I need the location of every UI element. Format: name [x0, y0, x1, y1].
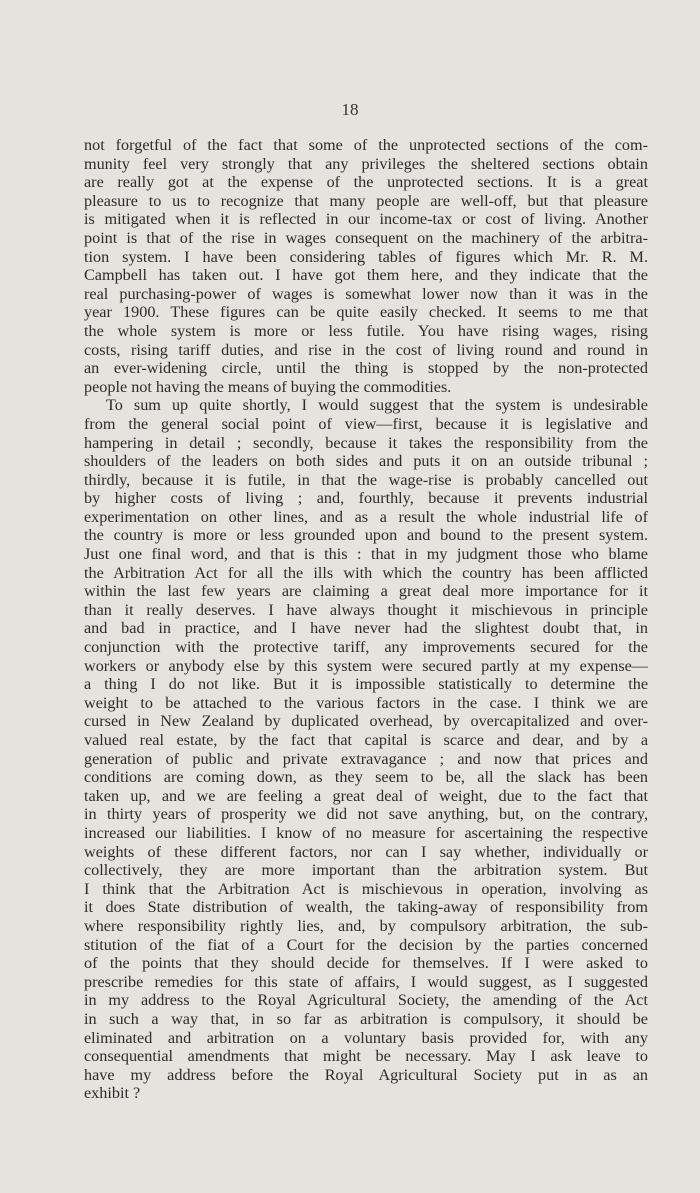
text-line: an ever-widening circle, until the thing is stopped by the non-protected: [84, 359, 648, 378]
text-line: I think that the Arbitration Act is mischievous in operation, involving as: [84, 879, 648, 898]
text-line: year 1900. These figures can be quite easily checked. It seems to me that: [84, 303, 648, 322]
text-line: conjunction with the protective tariff, any improvements secured for the: [84, 638, 648, 657]
page-number: 18: [341, 100, 359, 119]
text-line: the country is more or less grounded upon and bound to the present system.: [84, 526, 648, 545]
text-line: costs, rising tariff duties, and rise in the cost of living round and round in: [84, 340, 648, 359]
text-line: where responsibility rightly lies, and, by compulsory arbitration, the sub-: [84, 916, 648, 935]
text-line: munity feel very strongly that any privileges the sheltered sections obtain: [84, 154, 648, 173]
text-line: point is that of the rise in wages consequent on the machinery of the arbitra-: [84, 228, 648, 247]
text-line: conditions are coming down, as they seem to be, all the slack has been: [84, 768, 648, 787]
text-line: weight to be attached to the various factors in the case. I think we are: [84, 693, 648, 712]
text-line: taken up, and we are feeling a great deal of weight, due to the fact that: [84, 786, 648, 805]
text-line: generation of public and private extravagance ; and now that prices and: [84, 749, 648, 768]
text-line: pleasure to us to recognize that many people are well-off, but that pleasure: [84, 191, 648, 210]
body-text: [84, 136, 648, 1103]
text-line: thirdly, because it is futile, in that the wage-rise is probably cancelled out: [84, 470, 648, 489]
text-line: collectively, they are more important than the arbitration system. But: [84, 861, 648, 880]
text-line: weights of these different factors, nor can I say whether, individually or: [84, 842, 648, 861]
text-line: shoulders of the leaders on both sides and puts it on an outside tribunal ;: [84, 452, 648, 471]
text-line: of the points that they should decide for themselves. If I were asked to: [84, 954, 648, 973]
text-line: not forgetful of the fact that some of the unprotected sections of the com-: [84, 136, 648, 154]
text-line: than it really deserves. I have always thought it mischievous in principle: [84, 600, 648, 619]
text-line: stitution of the fiat of a Court for the decision by the parties concerned: [84, 935, 648, 954]
text-line: by higher costs of living ; and, fourthly, because it prevents industrial: [84, 489, 648, 508]
text-line: and bad in practice, and I have never had the slightest doubt that, in: [84, 619, 648, 638]
text-line: in my address to the Royal Agricultural Society, the amending of the Act: [84, 991, 648, 1010]
text-line: To sum up quite shortly, I would suggest that the system is undesirable: [106, 396, 648, 415]
text-line: from the general social point of view—first, because it is legislative and: [84, 414, 648, 433]
text-line: it does State distribution of wealth, the taking-away of responsibility from: [84, 898, 648, 917]
text-line: Just one final word, and that is this : that in my judgment those who blame: [84, 545, 648, 564]
text-line: workers or anybody else by this system were secured partly at my expense—: [84, 656, 648, 675]
text-line: people not having the means of buying the commodities.: [84, 377, 452, 396]
text-line: exhibit ?: [84, 1084, 141, 1103]
text-line: Campbell has taken out. I have got them here, and they indicate that the: [84, 266, 648, 285]
text-line: tion system. I have been considering tables of figures which Mr. R. M.: [84, 247, 648, 266]
text-line: is mitigated when it is reflected in our income-tax or cost of living. Another: [84, 210, 648, 229]
text-line: the whole system is more or less futile. You have rising wages, rising: [84, 321, 648, 340]
text-line: prescribe remedies for this state of affairs, I would suggest, as I suggested: [84, 972, 648, 991]
text-line: in such a way that, in so far as arbitration is compulsory, it should be: [84, 1009, 648, 1028]
text-line: within the last few years are claiming a great deal more importance for it: [84, 582, 648, 601]
text-line: cursed in New Zealand by duplicated overhead, by overcapitalized and over-: [84, 712, 648, 731]
text-line: the Arbitration Act for all the ills with which the country has been afflicted: [84, 563, 648, 582]
text-line: a thing I do not like. But it is impossible statistically to determine the: [84, 675, 648, 694]
text-line: are really got at the expense of the unprotected sections. It is a great: [84, 173, 648, 192]
text-line: hampering in detail ; secondly, because it takes the responsibility from the: [84, 433, 648, 452]
text-line: real purchasing-power of wages is somewhat lower now than it was in the: [84, 284, 648, 303]
text-line: valued real estate, by the fact that capital is scarce and dear, and by a: [84, 731, 648, 749]
text-line: experimentation on other lines, and as a result the whole industrial life of: [84, 507, 648, 526]
text-line: increased our liabilities. I know of no measure for ascertaining the respective: [84, 823, 648, 842]
text-line: in thirty years of prosperity we did not save anything, but, on the contrary,: [84, 805, 648, 824]
text-line: consequential amendments that might be necessary. May I ask leave to: [84, 1047, 648, 1066]
text-line: have my address before the Royal Agricultural Society put in as an: [84, 1065, 648, 1084]
text-line: eliminated and arbitration on a voluntary basis provided for, with any: [84, 1028, 648, 1047]
